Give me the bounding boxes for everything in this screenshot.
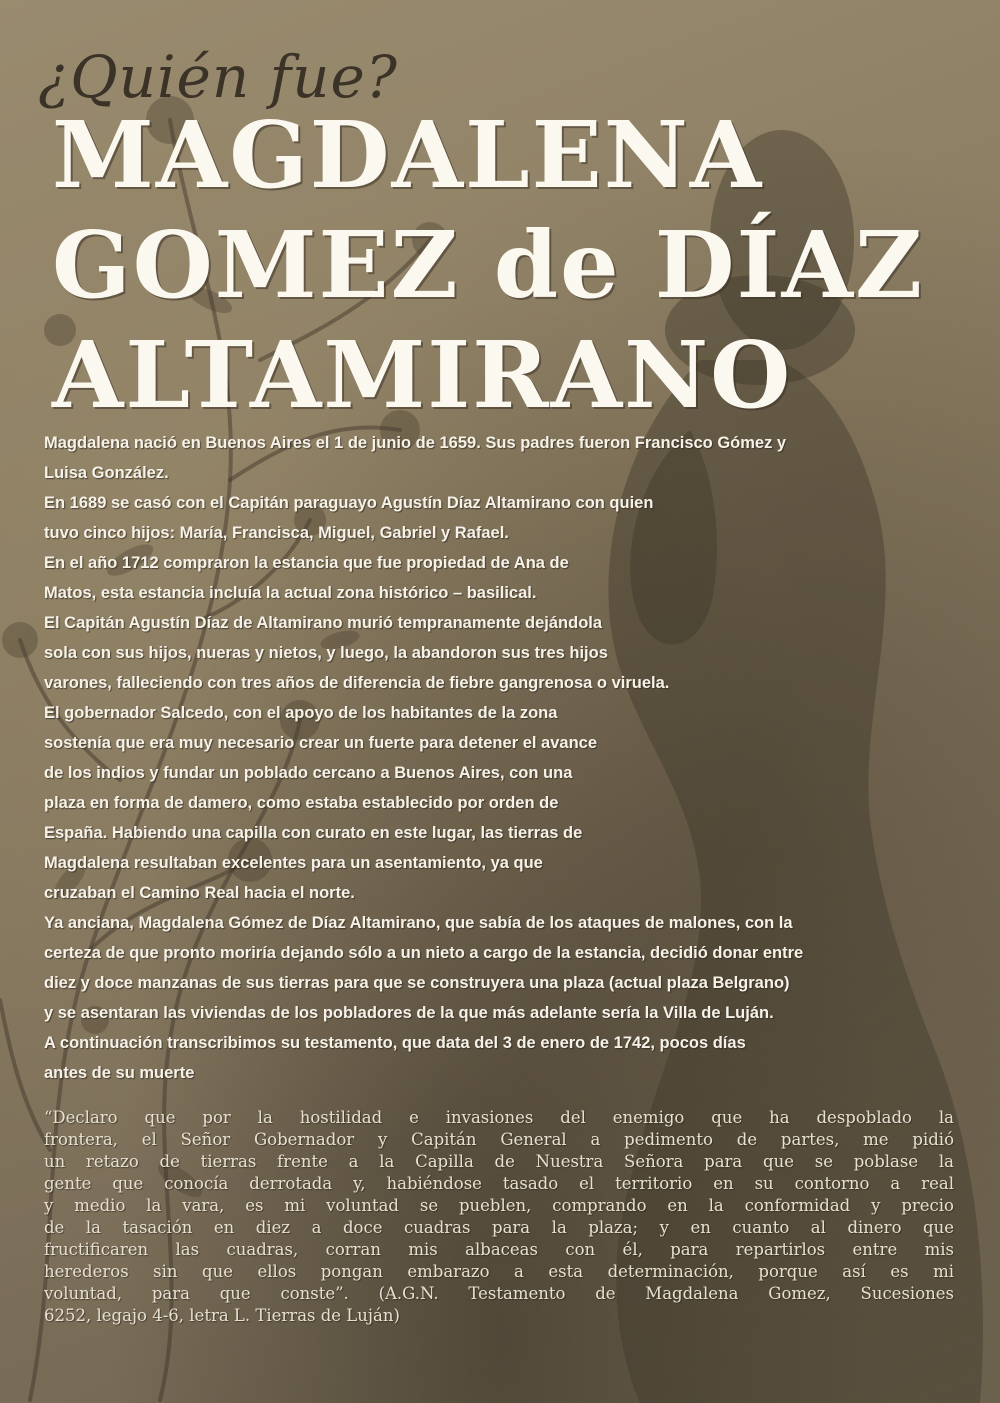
quote-line: gente que conocía derrotada y, habiéndose tasado el territorio en su contorno a real: [44, 1174, 954, 1193]
bio-line: España. Habiendo una capilla con curato en este lugar, las tierras de: [44, 824, 583, 842]
bio-line: varones, falleciendo con tres años de diferencia de fiebre gangrenosa o viruela.: [44, 674, 670, 692]
quote-line: un retazo de tierras frente a la Capilla de Nuestra Señora para que se poblase la: [44, 1152, 954, 1171]
quote-line: y medio la vara, es mi voluntad se pueblen, comprando en la conformidad y precio: [44, 1196, 954, 1215]
bio-line: Luisa González.: [44, 464, 169, 482]
quote-line: 6252, legajo 4-6, letra L. Tierras de Luján): [44, 1306, 400, 1325]
quote-line: voluntad, para que conste”. (A.G.N. Testamento de Magdalena Gomez, Sucesiones: [44, 1284, 954, 1303]
title-line: GOMEZ de DÍAZ: [52, 211, 925, 319]
bio-line: En el año 1712 compraron la estancia que fue propiedad de Ana de: [44, 554, 569, 572]
bio-line: El gobernador Salcedo, con el apoyo de los habitantes de la zona: [44, 704, 558, 722]
testament-quote: [44, 1107, 954, 1327]
bio-line: cruzaban el Camino Real hacia el norte.: [44, 884, 355, 902]
kicker-question: ¿Quién fue?: [38, 43, 398, 111]
bio-line: certeza de que pronto moriría dejando sólo a un nieto a cargo de la estancia, decidió donar entre: [44, 944, 804, 962]
bio-line: y se asentaran las viviendas de los pobladores de la que más adelante sería la Villa de Luján.: [44, 1004, 774, 1022]
bio-line: Matos, esta estancia incluía la actual zona histórico – basilical.: [44, 584, 537, 602]
bio-line: tuvo cinco hijos: María, Francisca, Miguel, Gabriel y Rafael.: [44, 524, 509, 542]
quote-line: de la tasación en diez a doce cuadras para la plaza; y en cuanto al dinero que: [44, 1218, 954, 1237]
bio-line: En 1689 se casó con el Capitán paraguayo Agustín Díaz Altamirano con quien: [44, 494, 654, 512]
bio-line: antes de su muerte: [44, 1064, 195, 1082]
bio-line: diez y doce manzanas de sus tierras para que se construyera una plaza (actual plaza Belgrano): [44, 974, 790, 992]
bio-line: El Capitán Agustín Díaz de Altamirano murió tempranamente dejándola: [44, 614, 603, 632]
title-line: MAGDALENA: [52, 101, 764, 209]
quote-line: frontera, el Señor Gobernador y Capitán General a pedimento de partes, me pidió: [44, 1130, 954, 1149]
bio-line: A continuación transcribimos su testamento, que data del 3 de enero de 1742, pocos días: [44, 1034, 746, 1052]
quote-line: fructificaren las cuadras, corran mis albaceas con él, para repartirlos entre mis: [44, 1240, 954, 1259]
bio-line: sola con sus hijos, nueras y nietos, y luego, la abandoron sus tres hijos: [44, 644, 608, 662]
bio-line: plaza en forma de damero, como estaba establecido por orden de: [44, 794, 559, 812]
bio-line: Magdalena resultaban excelentes para un asentamiento, ya que: [44, 854, 543, 872]
quote-line: “Declaro que por la hostilidad e invasiones del enemigo que ha despoblado la: [44, 1108, 954, 1127]
bio-line: Ya anciana, Magdalena Gómez de Díaz Altamirano, que sabía de los ataques de malones, con la: [44, 914, 793, 932]
bio-line: sostenía que era muy necesario crear un fuerte para detener el avance: [44, 734, 597, 752]
title-line: ALTAMIRANO: [52, 321, 793, 429]
bio-line: Magdalena nació en Buenos Aires el 1 de junio de 1659. Sus padres fueron Francisco Gómez y: [44, 434, 787, 452]
bio-line: de los indios y fundar un poblado cercano a Buenos Aires, con una: [44, 764, 573, 782]
poster-title: [52, 100, 924, 430]
biography-text: [44, 428, 984, 1088]
quote-line: herederos sin que ellos pongan embarazo a esta determinación, porque así es mi: [44, 1262, 954, 1281]
